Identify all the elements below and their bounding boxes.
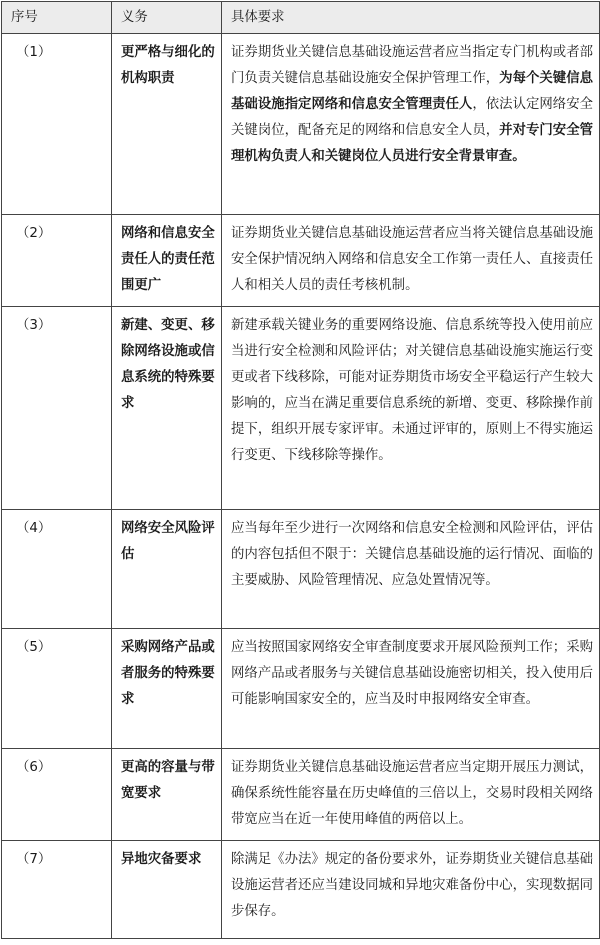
row-requirement: 新建承载关键业务的重要网络设施、信息系统等投入使用前应当进行安全检测和风险评估；对关键信息基础设施实施运行变更或者下线移除，可能对证券期货市场安全平稳运行产生较大影响的，应当在满足重要信息系统的新增、变更、移除操作前提下，组织开展专家评审。未通过评审的，原则上不得实施运行变更、下线移除等操作。 (222, 307, 600, 510)
row-requirement: 应当按照国家网络安全审查制度要求开展风险预判工作；采购网络产品或者服务与关键信息基础设施密切相关，投入使用后可能影响国家安全的，应当及时申报网络安全审查。 (222, 629, 600, 749)
header-duty: 义务 (112, 2, 222, 34)
row-requirement (222, 34, 600, 215)
row-requirement: 证券期货业关键信息基础设施运营者应当将关键信息基础设施安全保护情况纳入网络和信息安全工作第一责任人、直接责任人和相关人员的责任考核机制。 (222, 215, 600, 307)
table-row (2, 307, 600, 510)
requirement-emphasis: 并对专门安全管理机构负责人和关键岗位人员进行安全背景审查。 (231, 123, 594, 164)
table-row (2, 215, 600, 307)
row-requirement: 证券期货业关键信息基础设施运营者应当定期开展压力测试，确保系统性能容量在历史峰值的三倍以上，交易时段相关网络带宽应当在近一年使用峰值的两倍以上。 (222, 749, 600, 841)
row-number: （6） (2, 749, 112, 841)
header-number: 序号 (2, 2, 112, 34)
requirement-emphasis: 为每个关键信息基础设施指定网络和信息安全管理责任人 (231, 71, 594, 112)
row-number: （1） (2, 34, 112, 215)
table-row (2, 749, 600, 841)
row-duty: 异地灾备要求 (112, 841, 222, 939)
row-number: （4） (2, 510, 112, 629)
table-row (2, 510, 600, 629)
requirement-text: 证券期货业关键信息基础设施运营者应当指定专门机构或者部门负责关键信息基础设施安全保护管理工作， (231, 45, 593, 86)
row-duty: 采购网络产品或者服务的特殊要求 (112, 629, 222, 749)
row-number: （2） (2, 215, 112, 307)
row-duty: 更严格与细化的机构职责 (112, 34, 222, 215)
row-duty: 网络和信息安全责任人的责任范围更广 (112, 215, 222, 307)
row-duty: 更高的容量与带宽要求 (112, 749, 222, 841)
table-row (2, 34, 600, 215)
requirement-text: ，依法认定网络安全关键岗位，配备充足的网络和信息安全人员， (231, 97, 593, 138)
row-number: （7） (2, 841, 112, 939)
row-requirement: 除满足《办法》规定的备份要求外，证券期货业关键信息基础设施运营者还应当建设同城和异地灾难备份中心，实现数据同步保存。 (222, 841, 600, 939)
table-row (2, 629, 600, 749)
row-duty: 网络安全风险评估 (112, 510, 222, 629)
row-number: （5） (2, 629, 112, 749)
header-requirement: 具体要求 (222, 2, 600, 34)
table-row (2, 841, 600, 939)
row-number: （3） (2, 307, 112, 510)
obligations-table (1, 1, 600, 939)
table-header-row (2, 2, 600, 34)
row-requirement: 应当每年至少进行一次网络和信息安全检测和风险评估，评估的内容包括但不限于：关键信息基础设施的运行情况、面临的主要威胁、风险管理情况、应急处置情况等。 (222, 510, 600, 629)
row-duty: 新建、变更、移除网络设施或信息系统的特殊要求 (112, 307, 222, 510)
